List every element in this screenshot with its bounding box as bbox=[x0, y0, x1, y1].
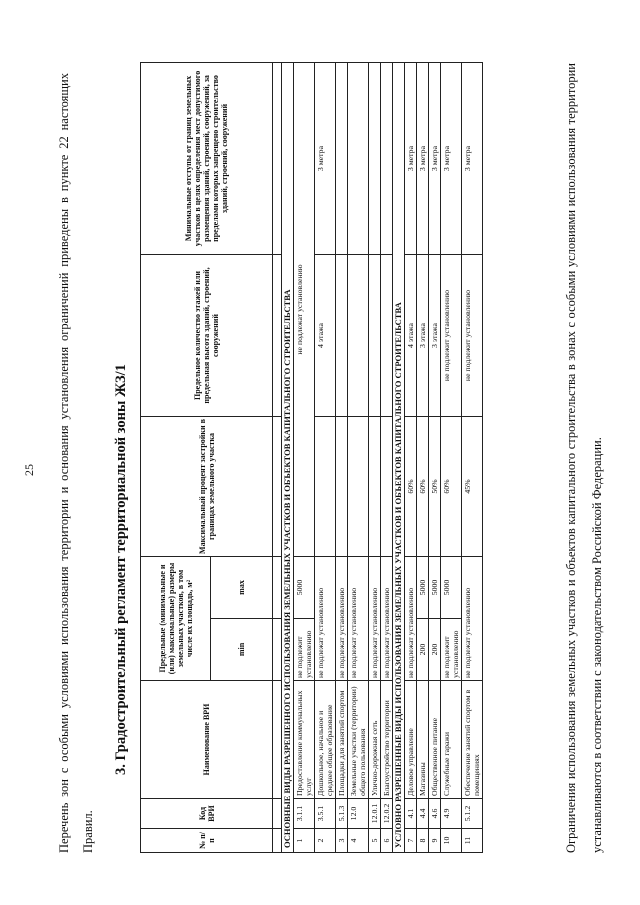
cell-size: не подлежат установлению bbox=[462, 557, 483, 681]
cell-name: Обеспечение занятий спортом в помещениях bbox=[462, 681, 483, 799]
cell-num: 9 bbox=[429, 829, 441, 853]
cell-setback: 3 метра bbox=[405, 63, 417, 255]
page-number: 25 bbox=[22, 464, 36, 476]
cell-code: 5.1.2 bbox=[462, 799, 483, 829]
cell-code: 3.1.1 bbox=[294, 799, 315, 829]
cell-code: 12.0.2 bbox=[381, 799, 393, 829]
table-row bbox=[348, 63, 369, 853]
cell-code: 4.1 bbox=[405, 799, 417, 829]
spacer-row bbox=[273, 63, 282, 853]
cell-coverage: 60% bbox=[417, 417, 429, 557]
table-row bbox=[417, 63, 429, 853]
cell-size: не подлежат установлению bbox=[315, 557, 336, 681]
cell-min: не подлежит установлению bbox=[294, 619, 315, 681]
cell-name: Предоставление коммунальных услуг bbox=[294, 681, 315, 799]
cell-min: 200 bbox=[417, 619, 429, 681]
header-setback: Минимальные отступы от границ земельных участков в целях определения мест допустимого размещения зданий, строений, сооружений, за пределами которых запрещено строительство зданий, строений, сооружений bbox=[141, 63, 273, 255]
table-row bbox=[429, 63, 441, 853]
cell-max: 5000 bbox=[429, 557, 441, 619]
cell-coverage: 60% bbox=[441, 417, 462, 557]
cell-name: Дошкольное, начальное и среднее общее образование bbox=[315, 681, 336, 799]
header-row-1 bbox=[141, 63, 211, 853]
cell-name: Благоустройство территории bbox=[381, 681, 393, 799]
cell-num: 10 bbox=[441, 829, 462, 853]
table-row bbox=[405, 63, 417, 853]
cell-code: 3.5.1 bbox=[315, 799, 336, 829]
cell-setback: 3 метра bbox=[429, 63, 441, 255]
cell-setback: 3 метра bbox=[417, 63, 429, 255]
cell-name: Улично-дорожная сеть bbox=[369, 681, 381, 799]
header-size: Предельные (минимальные и (или) максимальные) размеры земельных участков, в том числе их площадь, м² bbox=[141, 557, 211, 681]
cell-size: не подлежат установлению bbox=[369, 557, 381, 681]
cell-floors: 4 этажа bbox=[405, 255, 417, 417]
intro-paragraph: Перечень зон с особыми условиями использования территории и основания установления ограничений приведены в пункте 22 настоящих Правил. bbox=[57, 73, 95, 853]
cell-coverage: 45% bbox=[462, 417, 483, 557]
section-cond-row bbox=[393, 63, 405, 853]
cell-setback: 3 метра bbox=[462, 63, 483, 255]
cell-min: 200 bbox=[429, 619, 441, 681]
cell-num: 4 bbox=[348, 829, 369, 853]
table-row bbox=[441, 63, 462, 853]
cell-floors: не подлежит установлению bbox=[441, 255, 462, 417]
cell-num: 5 bbox=[369, 829, 381, 853]
section-cond-heading: УСЛОВНО РАЗРЕШЕННЫЕ ВИДЫ ИСПОЛЬЗОВАНИЯ ЗЕМЕЛЬНЫХ УЧАСТКОВ И ОБЪЕКТОВ КАПИТАЛЬНОГО СТРОИТЕЛЬСТВА bbox=[393, 63, 405, 853]
section-main-heading: ОСНОВНЫЕ ВИДЫ РАЗРЕШЕННОГО ИСПОЛЬЗОВАНИЯ ЗЕМЕЛЬНЫХ УЧАСТКОВ И ОБЪЕКТОВ КАПИТАЛЬНОГО СТРОИТЕЛЬСТВА bbox=[282, 63, 294, 853]
cell-name: Служебные гаражи bbox=[441, 681, 462, 799]
cell-code: 4.6 bbox=[429, 799, 441, 829]
cell-code: 5.1.3 bbox=[336, 799, 348, 829]
cell-floors: не подлежит установлению bbox=[462, 255, 483, 417]
cell-num: 11 bbox=[462, 829, 483, 853]
cell-max: 5000 bbox=[294, 557, 315, 619]
cell-size: не подлежат установлению bbox=[336, 557, 348, 681]
table-row bbox=[315, 63, 336, 853]
regulation-table bbox=[140, 62, 483, 853]
cell-floors: 3 этажа bbox=[417, 255, 429, 417]
cell-code: 12.0 bbox=[348, 799, 369, 829]
cell-max: 5000 bbox=[417, 557, 429, 619]
section-main-row bbox=[282, 63, 294, 853]
cell-floors: 4 этажа bbox=[315, 255, 336, 417]
cell-num: 2 bbox=[315, 829, 336, 853]
table-row bbox=[294, 63, 315, 853]
cell-name: Площадки для занятий спортом bbox=[336, 681, 348, 799]
header-max: max bbox=[211, 557, 273, 619]
cell-size: не подлежат установлению bbox=[405, 557, 417, 681]
cell-code: 4.9 bbox=[441, 799, 462, 829]
cell-code: 4.4 bbox=[417, 799, 429, 829]
table-row bbox=[369, 63, 381, 853]
cell-num: 7 bbox=[405, 829, 417, 853]
header-num: № п/п bbox=[141, 829, 273, 853]
cell-num: 1 bbox=[294, 829, 315, 853]
cell-max: 5000 bbox=[441, 557, 462, 619]
cell-name: Общественное питание bbox=[429, 681, 441, 799]
cell-code: 12.0.1 bbox=[369, 799, 381, 829]
header-min: min bbox=[211, 619, 273, 681]
regulation-table-wrapper bbox=[140, 63, 483, 853]
cell-min: не подлежит установлению bbox=[441, 619, 462, 681]
cell-size: не подлежат установлению bbox=[348, 557, 369, 681]
header-coverage: Максимальный процент застройки в границах земельного участка bbox=[141, 417, 273, 557]
header-floors: Предельное количество этажей или предельная высота зданий, строений, сооружений bbox=[141, 255, 273, 417]
outro-paragraph: Ограничения использования земельных участков и объектов капитального строительства в зонах с особыми условиями использования территории устанавливаются в соответствии с законодательством Российской Федерации. bbox=[564, 63, 604, 853]
table-row bbox=[336, 63, 348, 853]
cell-floors: 3 этажа bbox=[429, 255, 441, 417]
cell-num: 8 bbox=[417, 829, 429, 853]
section-title: 3. Градостроительный регламент территориальной зоны ЖЗ/1 bbox=[113, 364, 129, 775]
cell-name: Магазины bbox=[417, 681, 429, 799]
cell-setback: 3 метра bbox=[441, 63, 462, 255]
cell-coverage: 60% bbox=[405, 417, 417, 557]
cell-rest: не подлежат установлению bbox=[294, 63, 315, 557]
cell-coverage bbox=[315, 417, 336, 557]
cell-num: 6 bbox=[381, 829, 393, 853]
header-name: Наименование ВРИ bbox=[141, 681, 273, 799]
cell-size: не подлежат установлению bbox=[381, 557, 393, 681]
cell-setback: 3 метра bbox=[315, 63, 336, 255]
cell-num: 3 bbox=[336, 829, 348, 853]
cell-coverage: 50% bbox=[429, 417, 441, 557]
cell-name: Земельные участки (территории) общего пользования bbox=[348, 681, 369, 799]
table-row bbox=[462, 63, 483, 853]
header-code: Код ВРИ bbox=[141, 799, 273, 829]
table-row bbox=[381, 63, 393, 853]
cell-name: Деловое управление bbox=[405, 681, 417, 799]
